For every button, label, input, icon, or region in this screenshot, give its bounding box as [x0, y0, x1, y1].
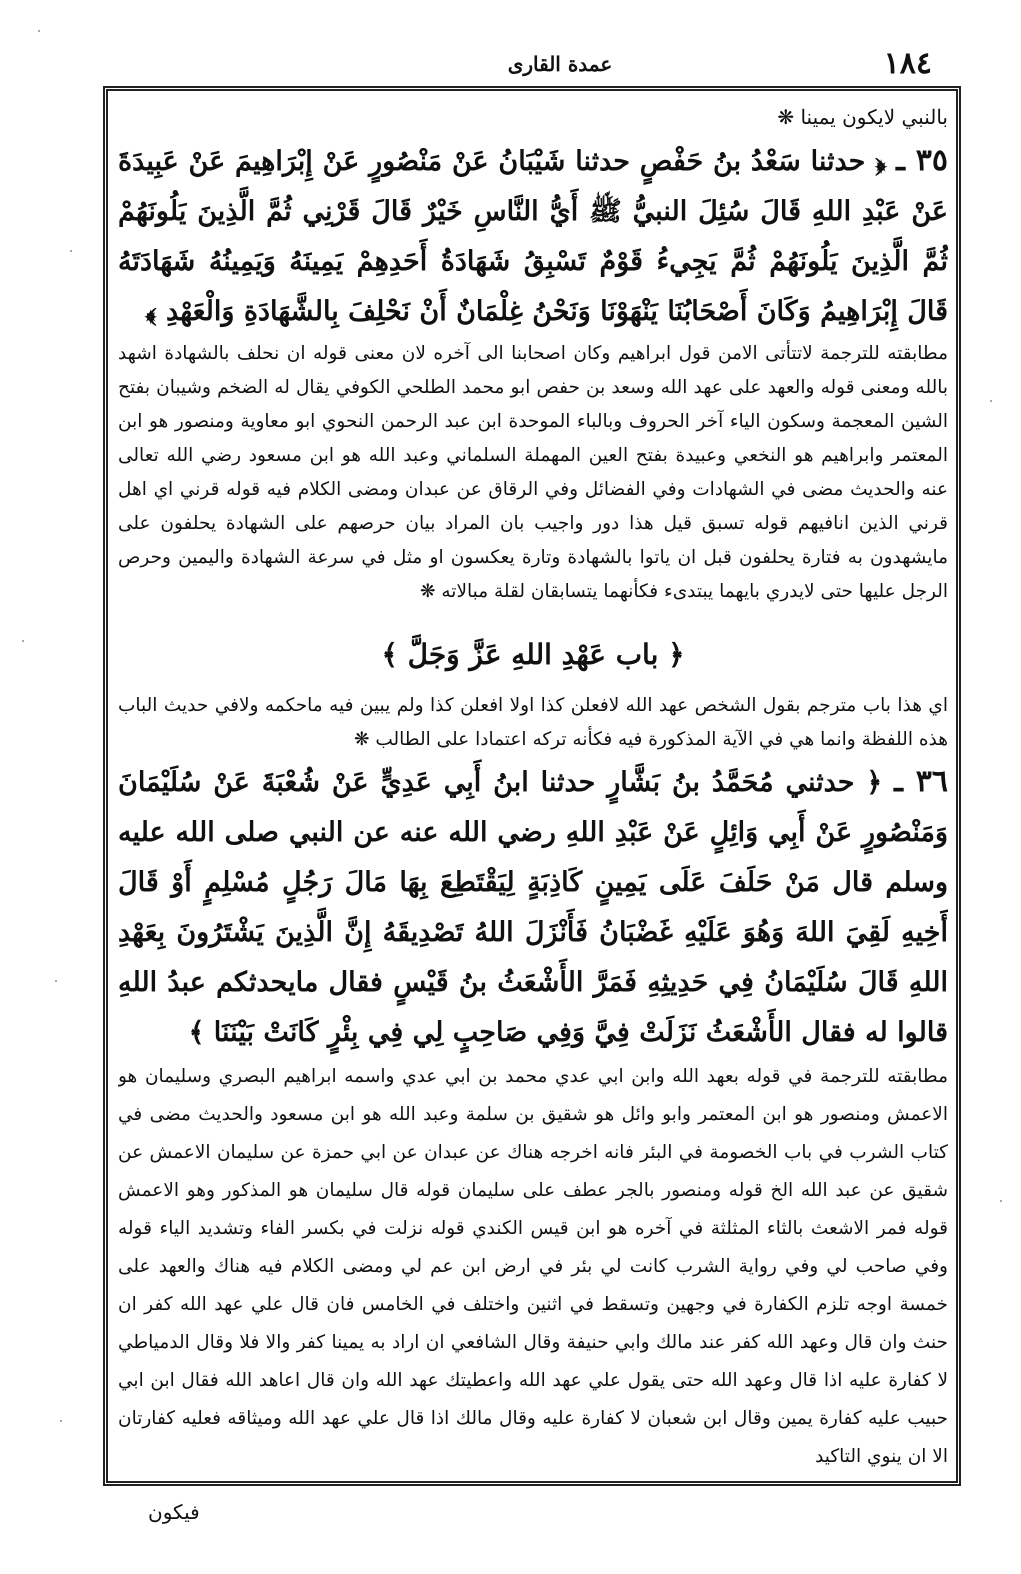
scan-speck [990, 400, 992, 402]
page-header [100, 40, 950, 88]
commentary-36: مطابقته للترجمة في قوله بعهد الله وابن ابي عدي محمد بن ابي عدي واسمه ابراهيم البصري وسليمان هو الاعمش ومنصور هو ابن المعتمر وابو وائل هو شقيق بن سلمة وعبد الله هو ابن مسعود والحديث مضى في كتاب الشرب في باب الخصومة في البئر فانه اخرجه هناك عن عبدان عن ابي حمزة عن سليمان الاعمش عن شقيق عن عبد الله الخ قوله ومنصور بالجر عطف على سليمان قوله قال سليمان هو المذكور وهو الاعمش قوله فمر الاشعث بالثاء المثلثة في آخره هو ابن قيس الكندي قوله نزلت في بكسر الفاء وتشديد الياء قوله وفي صاحب لي وفي رواية الشرب كانت لي بئر في ارض ابن عم لي ومضى الكلام فيه هناك والعهد على خمسة اوجه تلزم الكفارة في وجهين وتسقط في اثنين واختلف في الخامس فان قال علي عهد الله كفر ان حنث وان قال وعهد الله كفر عند مالك وابي حنيفة وقال الشافعي ان اراد به يمينا كفر والا فلا وقال الدمياطي لا كفارة عليه اذا قال وعهد الله حتى يقول علي عهد الله واعطيتك عهد الله وان قال اعاهد الله فقال ابن ابي حبيب عليه كفارة يمين وقال ابن شعبان لا كفارة عليه وقال مالك اذا قال علي عهد الله وميثاقه فعليه كفارتان الا ان ينوي التاكيد [118, 1066, 948, 1467]
hadith-marker: ﴿ حدثنا [810, 146, 887, 177]
scan-speck [70, 250, 72, 252]
hadith-36 [118, 757, 948, 1058]
hadith-text: سَعْدُ بنُ حَفْصٍ حدثنا شَيْبَانُ عَنْ مَنْصُورٍ عَنْ إِبْرَاهِيمَ عَنْ عَبِيدَةَ عَنْ عَبْدِ اللهِ قَالَ سُئِلَ النبيُّ ﷺ أَيُّ النَّاسِ خَيْرٌ قَالَ قَرْنِي ثُمَّ الَّذِينَ يَلُونَهُمْ ثُمَّ الَّذِينَ يَلُونَهُمْ ثُمَّ يَجِيءُ قَوْمٌ تَسْبِقُ شَهَادَةُ أَحَدِهِمْ يَمِينَهُ وَيَمِينُهُ شَهَادَتَهُ قَالَ إِبْرَاهِيمُ وَكَانَ أَصْحَابُنَا يَنْهَوْنَا وَنَحْنُ غِلْمَانٌ أَنْ نَحْلِفَ بِالشَّهَادَةِ وَالْعَهْدِ ﴾ [118, 146, 948, 327]
page-number: ١٨٤ [883, 46, 932, 81]
running-title: عمدة القاری [507, 52, 613, 76]
hadith-35 [118, 136, 948, 337]
scan-speck [22, 640, 24, 642]
catchword: فيكون [148, 1500, 200, 1524]
hadith-number: ٣٦ ـ [894, 764, 948, 799]
hadith-marker: ﴿ حدثني [785, 767, 883, 798]
chapter-title: ﴿ باب عَهْدِ اللهِ عَزَّ وَجَلَّ ﴾ [381, 638, 685, 671]
scan-speck [60, 1420, 62, 1422]
chapter-commentary: اي هذا باب مترجم بقول الشخص عهد الله لافعلن كذا اولا افعلن كذا ولم يبين فيه ماحكمه ولافي حديث الباب هذه اللفظة وانما هي في الآية المذكورة فيه فكأنه تركه اعتمادا على الطالب ❋ [118, 695, 948, 750]
page-content [118, 100, 948, 1472]
scan-speck [55, 980, 57, 982]
commentary-35: مطابقته للترجمة لاتتأتى الامن قول ابراهيم وكان اصحابنا الى آخره لان معنى قوله ان نحلف بالشهادة اشهد بالله ومعنى قوله والعهد على عهد الله وسعد بن حفص ابو محمد الطلحي الكوفي يقال له الضخم وشيبان بفتح الشين المعجمة وسكون الياء آخر الحروف وبالباء الموحدة ابن عبد الرحمن النحوي ابو معاوية ومنصور هو ابن المعتمر وابراهيم هو النخعي وعبيدة بفتح العين المهملة السلماني وعبد الله هو ابن مسعود رضي الله تعالى عنه والحديث مضى في الشهادات وفي الفضائل وفي الرقاق عن عبدان ومضى الكلام فيه قوله قرني اي اهل قرني الذين انافيهم قوله تسبق قيل هذا دور واجيب بان المراد بيان حرصهم على الشهادة يحلفون على مايشهدون به فتارة يحلفون قبل ان ياتوا بالشهادة وتارة يعكسون او مثل في سرعة الشهادة واليمين وحرص الرجل عليها حتى لايدري بايهما يبتدىء فكأنهما يتسابقان لقلة مبالاته ❋ [118, 343, 948, 602]
hadith-text: مُحَمَّدُ بنُ بَشَّارٍ حدثنا ابنُ أَبِي عَدِيٍّ عَنْ شُعْبَةَ عَنْ سُلَيْمَانَ وَمَنْصُورٍ عَنْ أَبِي وَائِلٍ عَنْ عَبْدِ اللهِ رضي الله عنه عن النبي صلى الله عليه وسلم قال مَنْ حَلَفَ عَلَى يَمِينٍ كَاذِبَةٍ لِيَقْتَطِعَ بِهَا مَالَ رَجُلٍ مُسْلِمٍ أَوْ قَالَ أَخِيهِ لَقِيَ اللهَ وَهُوَ عَلَيْهِ غَضْبَانُ فَأَنْزَلَ اللهُ تَصْدِيقَهُ إِنَّ الَّذِينَ يَشْتَرُونَ بِعَهْدِ اللهِ قَالَ سُلَيْمَانُ فِي حَدِيثِهِ فَمَرَّ الأَشْعَثُ بنُ قَيْسٍ فقال مايحدثكم عبدُ اللهِ قالوا له فقال الأَشْعَثُ نَزَلَتْ فِيَّ وَفِي صَاحِبٍ لِي فِي بِئْرٍ كَانَتْ بَيْنَنَا ﴾ [118, 767, 948, 1048]
intro-line: بالنبي لايكون يمينا ❋ [777, 105, 948, 129]
scan-speck [38, 30, 40, 32]
hadith-number: ٣٥ ـ [896, 143, 948, 178]
scan-speck [1000, 1200, 1002, 1202]
